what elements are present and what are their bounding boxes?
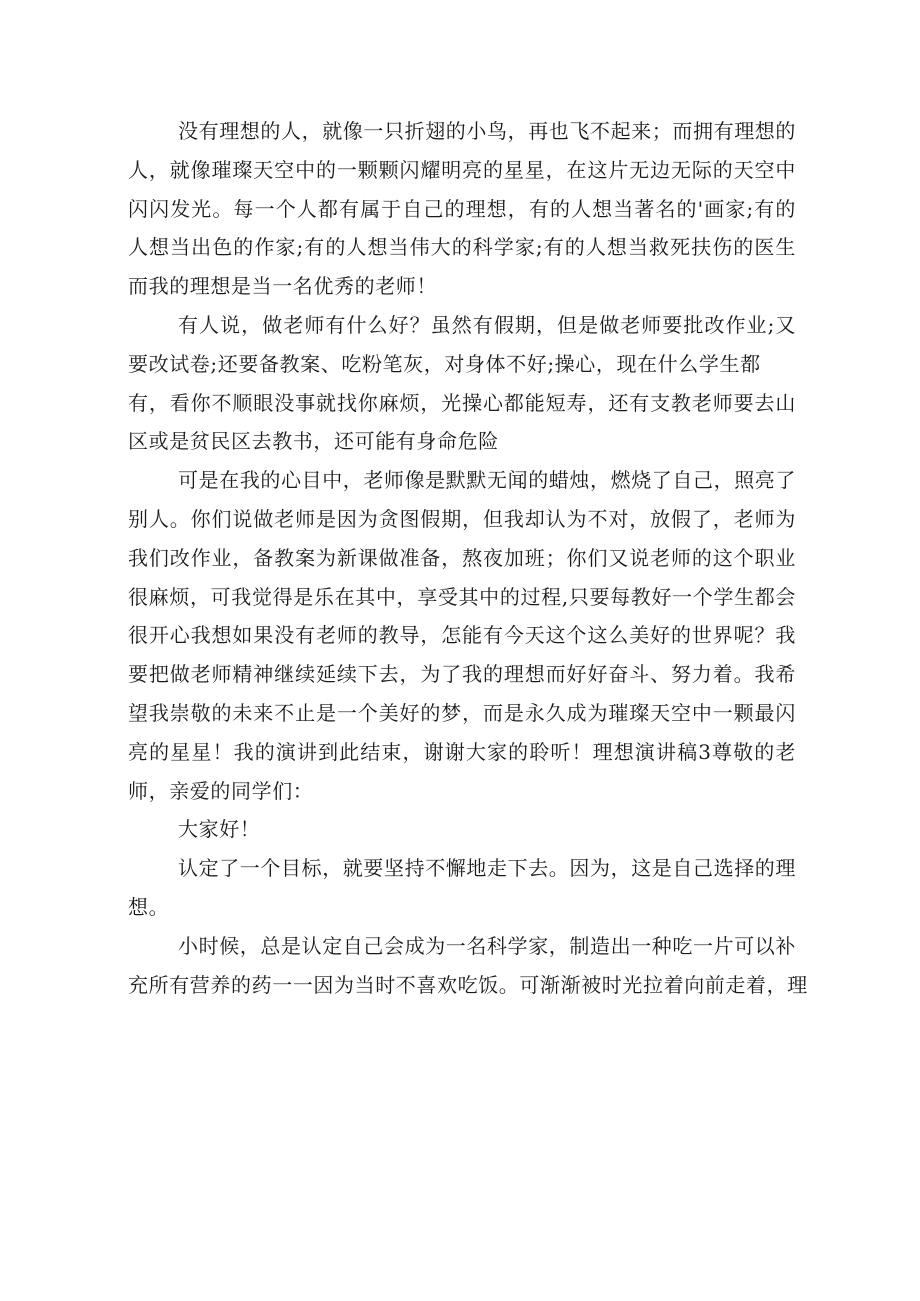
paragraph-3 xyxy=(128,461,796,810)
paragraph-line: 有，看你不顺眼没事就找你麻烦，光操心都能短寿，还有支教老师要去山 xyxy=(128,390,796,415)
paragraph-line: 可是在我的心目中，老师像是默默无闻的蜡烛，燃烧了自己，照亮了 xyxy=(178,468,796,493)
paragraph-line: 师，亲爱的同学们： xyxy=(128,778,314,803)
paragraph-line: 要改试卷;还要备教案、吃粉笔灰，对身体不好;操心，现在什么学生都 xyxy=(128,351,761,376)
paragraph-line: 闪闪发光。每一个人都有属于自己的理想，有的人想当著名的'画家;有的 xyxy=(128,196,796,221)
paragraph-line: 没有理想的人，就像一只折翅的小鸟，再也飞不起来；而拥有理想的 xyxy=(178,119,796,143)
paragraph-line: 人，就像璀璨天空中的一颗颗闪耀明亮的星星，在这片无边无际的天空中 xyxy=(128,157,796,182)
paragraph-line: 别人。你们说做老师是因为贪图假期，但我却认为不对，放假了，老师为 xyxy=(128,506,796,531)
paragraph-line: 而我的理想是当一名优秀的老师！ xyxy=(128,274,437,299)
paragraph-line: 很麻烦，可我觉得是乐在其中，享受其中的过程,只要每教好一个学生都会 xyxy=(128,584,796,609)
document-body xyxy=(128,112,808,1004)
paragraph-line: 要把做老师精神继续延续下去，为了我的理想而好好奋斗、努力着。我希 xyxy=(128,662,796,687)
paragraph-6 xyxy=(128,927,808,1005)
paragraph-line: 小时候，总是认定自己会成为一名科学家，制造出一种吃一片可以补 xyxy=(178,933,796,958)
paragraph-line: 区或是贫民区去教书，还可能有身命危险 xyxy=(128,429,499,454)
paragraph-line: 望我崇敬的未来不止是一个美好的梦，而是永久成为璀璨天空中一颗最闪 xyxy=(128,700,796,725)
paragraph-line: 有人说，做老师有什么好？虽然有假期，但是做老师要批改作业;又 xyxy=(178,312,796,337)
paragraph-line: 想。 xyxy=(128,894,170,919)
paragraph-2 xyxy=(128,306,796,461)
paragraph-line: 认定了一个目标，就要坚持不懈地走下去。因为，这是自己选择的理 xyxy=(178,856,796,881)
paragraph-line: 大家好！ xyxy=(178,817,261,842)
paragraph-line: 充所有营养的药一一因为当时不喜欢吃饭。可渐渐被时光拉着向前走着，理 xyxy=(128,972,808,997)
paragraph-line: 我们改作业，备教案为新课做准备，熬夜加班；你们又说老师的这个职业 xyxy=(128,545,796,570)
paragraph-4 xyxy=(128,810,796,849)
paragraph-line: 亮的星星！我的演讲到此结束，谢谢大家的聆听！理想演讲稿3尊敬的老 xyxy=(128,739,796,764)
paragraph-line: 人想当出色的作家;有的人想当伟大的科学家;有的人想当救死扶伤的医生 xyxy=(128,235,796,260)
paragraph-line: 很开心我想如果没有老师的教导，怎能有今天这个这么美好的世界呢？我 xyxy=(128,623,796,648)
paragraph-5 xyxy=(128,849,796,927)
paragraph-1 xyxy=(128,112,796,306)
